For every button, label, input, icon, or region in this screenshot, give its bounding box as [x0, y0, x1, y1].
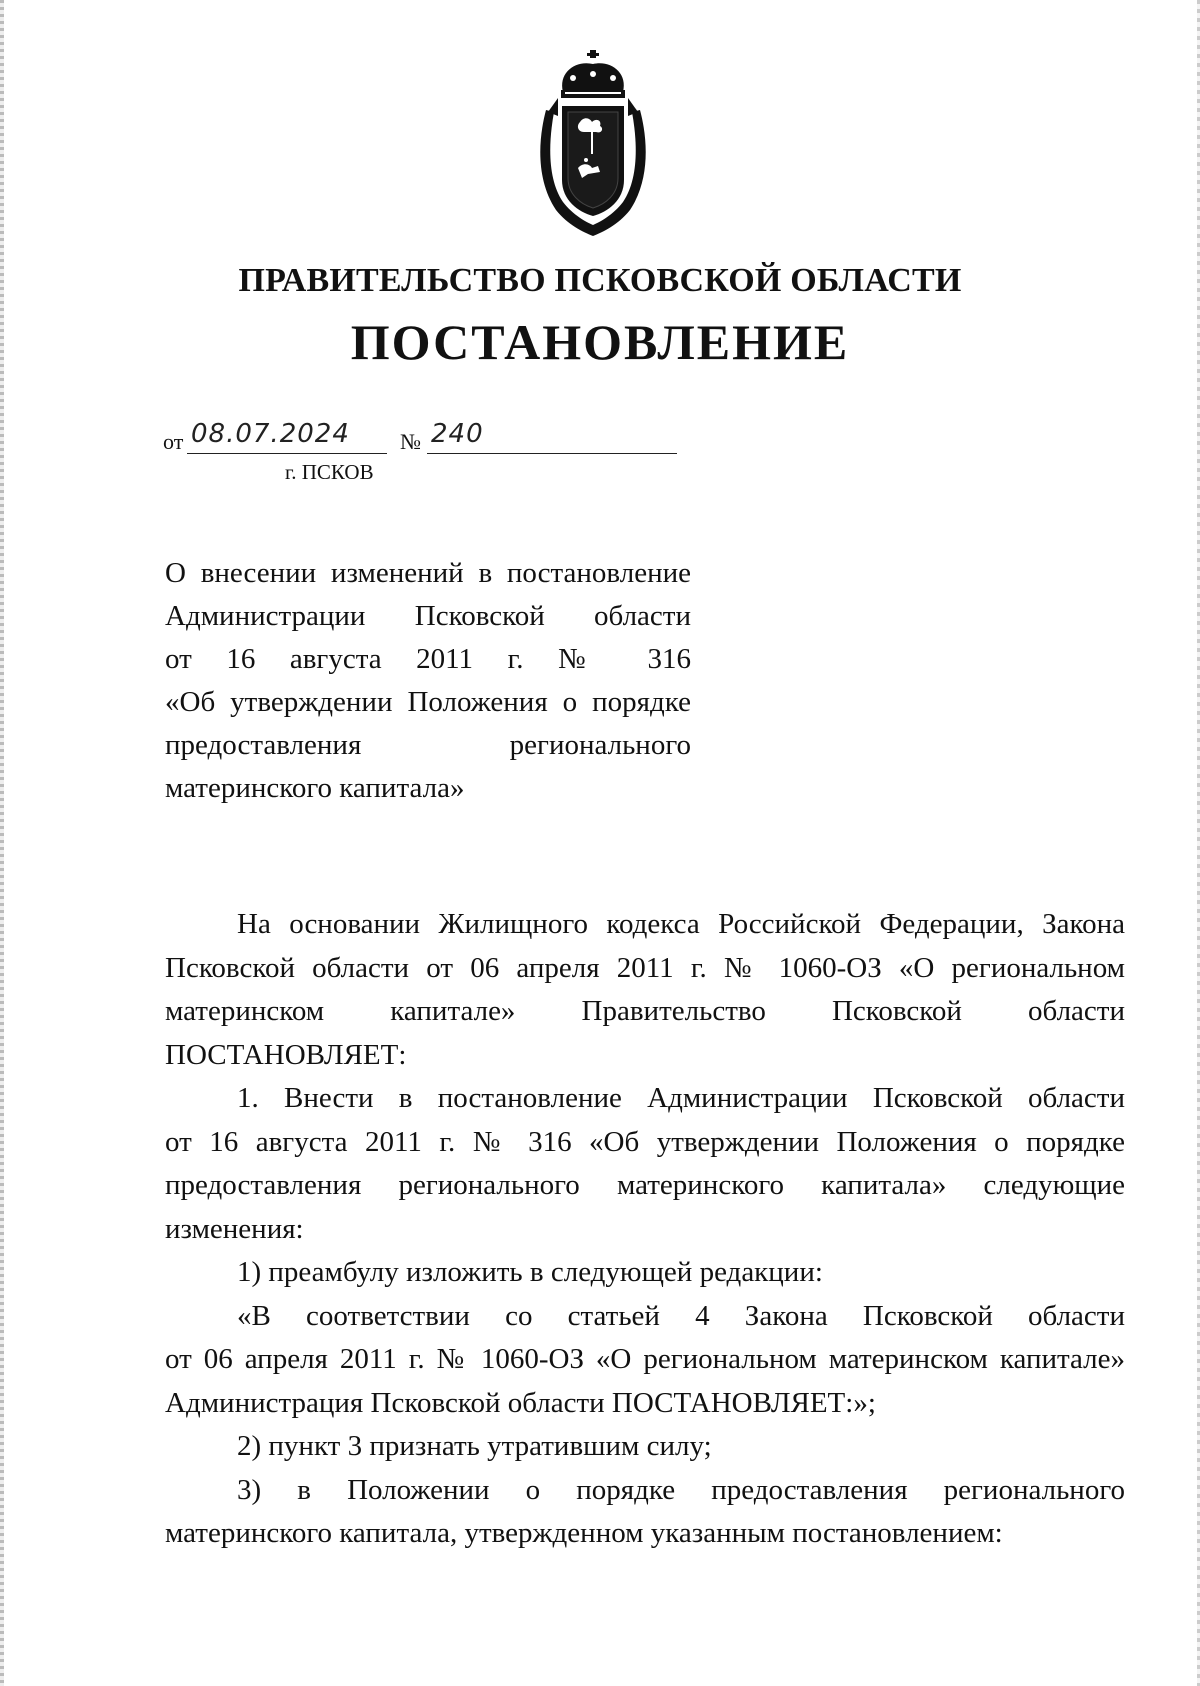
body-line: от 16 августа 2011 г. № 316 «Об утверждении Положения о порядке	[165, 1125, 1125, 1158]
document-body	[165, 903, 1125, 1556]
city-label: г. ПСКОВ	[285, 460, 374, 484]
body-line: На основании Жилищного кодекса Российской Федерации, Закона	[237, 908, 1125, 940]
date-underline	[187, 453, 387, 454]
subject-line: материнского капитала»	[165, 772, 465, 804]
body-line: материнского капитала, утвержденном указанным постановлением:	[165, 1517, 1003, 1549]
body-line: изменения:	[165, 1212, 304, 1245]
body-line: материнском капитале» Правительство Псковской области	[165, 995, 1125, 1027]
document-subject	[165, 552, 691, 810]
document-date: 08.07.2024	[191, 419, 350, 449]
scan-edge-left	[0, 0, 4, 1686]
body-line: ПОСТАНОВЛЯЕТ:	[165, 1038, 407, 1071]
document-number: 240	[431, 419, 484, 449]
body-line: 1) преамбулу изложить в следующей редакции:	[237, 1256, 823, 1288]
body-line: 3) в Положении о порядке предоставления регионального	[237, 1473, 1125, 1506]
subject-line: предоставления регионального	[165, 729, 691, 761]
document-type-title: ПОСТАНОВЛЕНИЕ	[350, 314, 850, 370]
number-underline	[427, 453, 677, 454]
subject-line: «Об утверждении Положения о порядке	[165, 686, 691, 718]
subject-line: Администрации Псковской области	[165, 600, 691, 632]
body-line: 1. Внести в постановление Администрации Псковской области	[237, 1082, 1125, 1114]
body-line: 2) пункт 3 признать утратившим силу;	[237, 1430, 712, 1462]
number-prefix-label: №	[400, 429, 421, 454]
body-line: предоставления регионального материнского капитала» следующие	[165, 1169, 1125, 1201]
organization-name: ПРАВИТЕЛЬСТВО ПСКОВСКОЙ ОБЛАСТИ	[238, 262, 962, 299]
body-line: «В соответствии со статьей 4 Закона Псковской области	[237, 1299, 1125, 1332]
subject-line: О внесении изменений в постановление	[165, 557, 691, 589]
coat-of-arms-icon	[528, 50, 658, 240]
body-line: Администрация Псковской области ПОСТАНОВЛЯЕТ:»;	[165, 1386, 876, 1419]
body-line: Псковской области от 06 апреля 2011 г. № 1060-ОЗ «О региональном	[165, 951, 1125, 984]
subject-line: от 16 августа 2011 г. № 316	[165, 643, 691, 675]
date-prefix-label: от	[163, 429, 184, 454]
body-line: от 06 апреля 2011 г. № 1060-ОЗ «О региональном материнском капитале»	[165, 1343, 1125, 1375]
